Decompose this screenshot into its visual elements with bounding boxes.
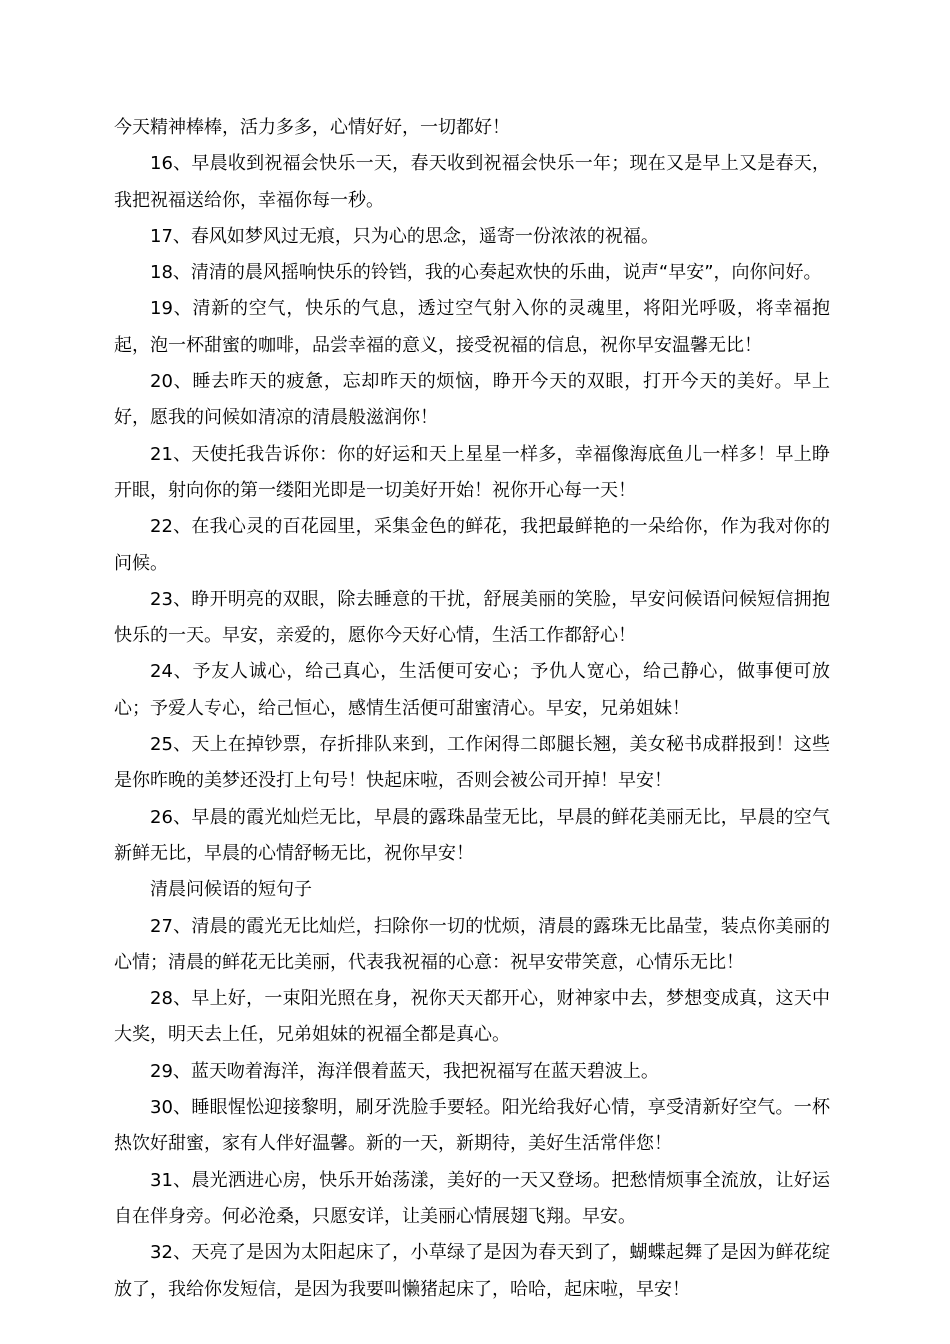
paragraph-item-22: 22、在我心灵的百花园里，采集金色的鲜花，我把最鲜艳的一朵给你，作为我对你的问候。 — [114, 516, 830, 574]
paragraph-item-17: 17、春风如梦风过无痕，只为心的思念，遥寄一份浓浓的祝福。 — [150, 225, 659, 247]
paragraph-continuation: 今天精神棒棒，活力多多，心情好好，一切都好！ — [114, 117, 510, 138]
paragraph-item-16: 16、早晨收到祝福会快乐一天，春天收到祝福会快乐一年；现在又是早上又是春天，我把祝福送给你，幸福你每一秒。 — [114, 153, 830, 211]
paragraph-item-18: 18、清清的晨风摇响快乐的铃铛，我的心奏起欢快的乐曲，说声“早安”，向你问好。 — [150, 262, 822, 284]
paragraph-item-32: 32、天亮了是因为太阳起床了，小草绿了是因为春天到了，蝴蝶起舞了是因为鲜花绽放了，我给你发短信，是因为我要叫懒猪起床了，哈哈，起床啦，早安！ — [114, 1242, 830, 1300]
document-body — [114, 110, 830, 1308]
paragraph-item-25: 25、天上在掉钞票，存折排队来到，工作闲得二郎腿长翘，美女秘书成群报到！这些是你昨晚的美梦还没打上句号！快起床啦，否则会被公司开掉！早安！ — [114, 734, 830, 792]
section-heading: 清晨问候语的短句子 — [150, 879, 312, 901]
paragraph-item-27: 27、清晨的霞光无比灿烂，扫除你一切的忧烦，清晨的露珠无比晶莹，装点你美丽的心情；清晨的鲜花无比美丽，代表我祝福的心意：祝早安带笑意，心情乐无比！ — [114, 915, 830, 973]
paragraph-item-28: 28、早上好，一束阳光照在身，祝你天天都开心，财神家中去，梦想变成真，这天中大奖，明天去上任，兄弟姐妹的祝福全都是真心。 — [114, 988, 830, 1046]
paragraph-item-26: 26、早晨的霞光灿烂无比，早晨的露珠晶莹无比，早晨的鲜花美丽无比，早晨的空气新鲜无比，早晨的心情舒畅无比，祝你早安！ — [114, 806, 830, 864]
paragraph-item-19: 19、清新的空气，快乐的气息，透过空气射入你的灵魂里，将阳光呼吸，将幸福抱起，泡一杯甜蜜的咖啡，品尝幸福的意义，接受祝福的信息，祝你早安温馨无比！ — [114, 298, 830, 356]
paragraph-item-30: 30、睡眼惺忪迎接黎明，刷牙洗脸手要轻。阳光给我好心情，享受清新好空气。一杯热饮好甜蜜，家有人伴好温馨。新的一天，新期待，美好生活常伴您！ — [114, 1097, 830, 1155]
paragraph-item-29: 29、蓝天吻着海洋，海洋偎着蓝天，我把祝福写在蓝天碧波上。 — [150, 1060, 659, 1082]
paragraph-item-31: 31、晨光洒进心房，快乐开始荡漾，美好的一天又登场。把愁情烦事全流放，让好运自在伴身旁。何必沧桑，只愿安详，让美丽心情展翅飞翔。早安。 — [114, 1169, 830, 1227]
paragraph-item-20: 20、睡去昨天的疲惫，忘却昨天的烦恼，睁开今天的双眼，打开今天的美好。早上好，愿我的问候如清凉的清晨般滋润你！ — [114, 371, 830, 429]
paragraph-item-21: 21、天使托我告诉你：你的好运和天上星星一样多，幸福像海底鱼儿一样多！早上睁开眼，射向你的第一缕阳光即是一切美好开始！祝你开心每一天！ — [114, 443, 830, 501]
paragraph-item-24: 24、予友人诚心，给己真心，生活便可安心；予仇人宽心，给己静心，做事便可放心；予爱人专心，给己恒心，感情生活便可甜蜜清心。早安，兄弟姐妹！ — [114, 661, 830, 719]
paragraph-item-23: 23、睁开明亮的双眼，除去睡意的干扰，舒展美丽的笑脸，早安问候语问候短信拥抱快乐的一天。早安，亲爱的，愿你今天好心情，生活工作都舒心！ — [114, 588, 830, 647]
